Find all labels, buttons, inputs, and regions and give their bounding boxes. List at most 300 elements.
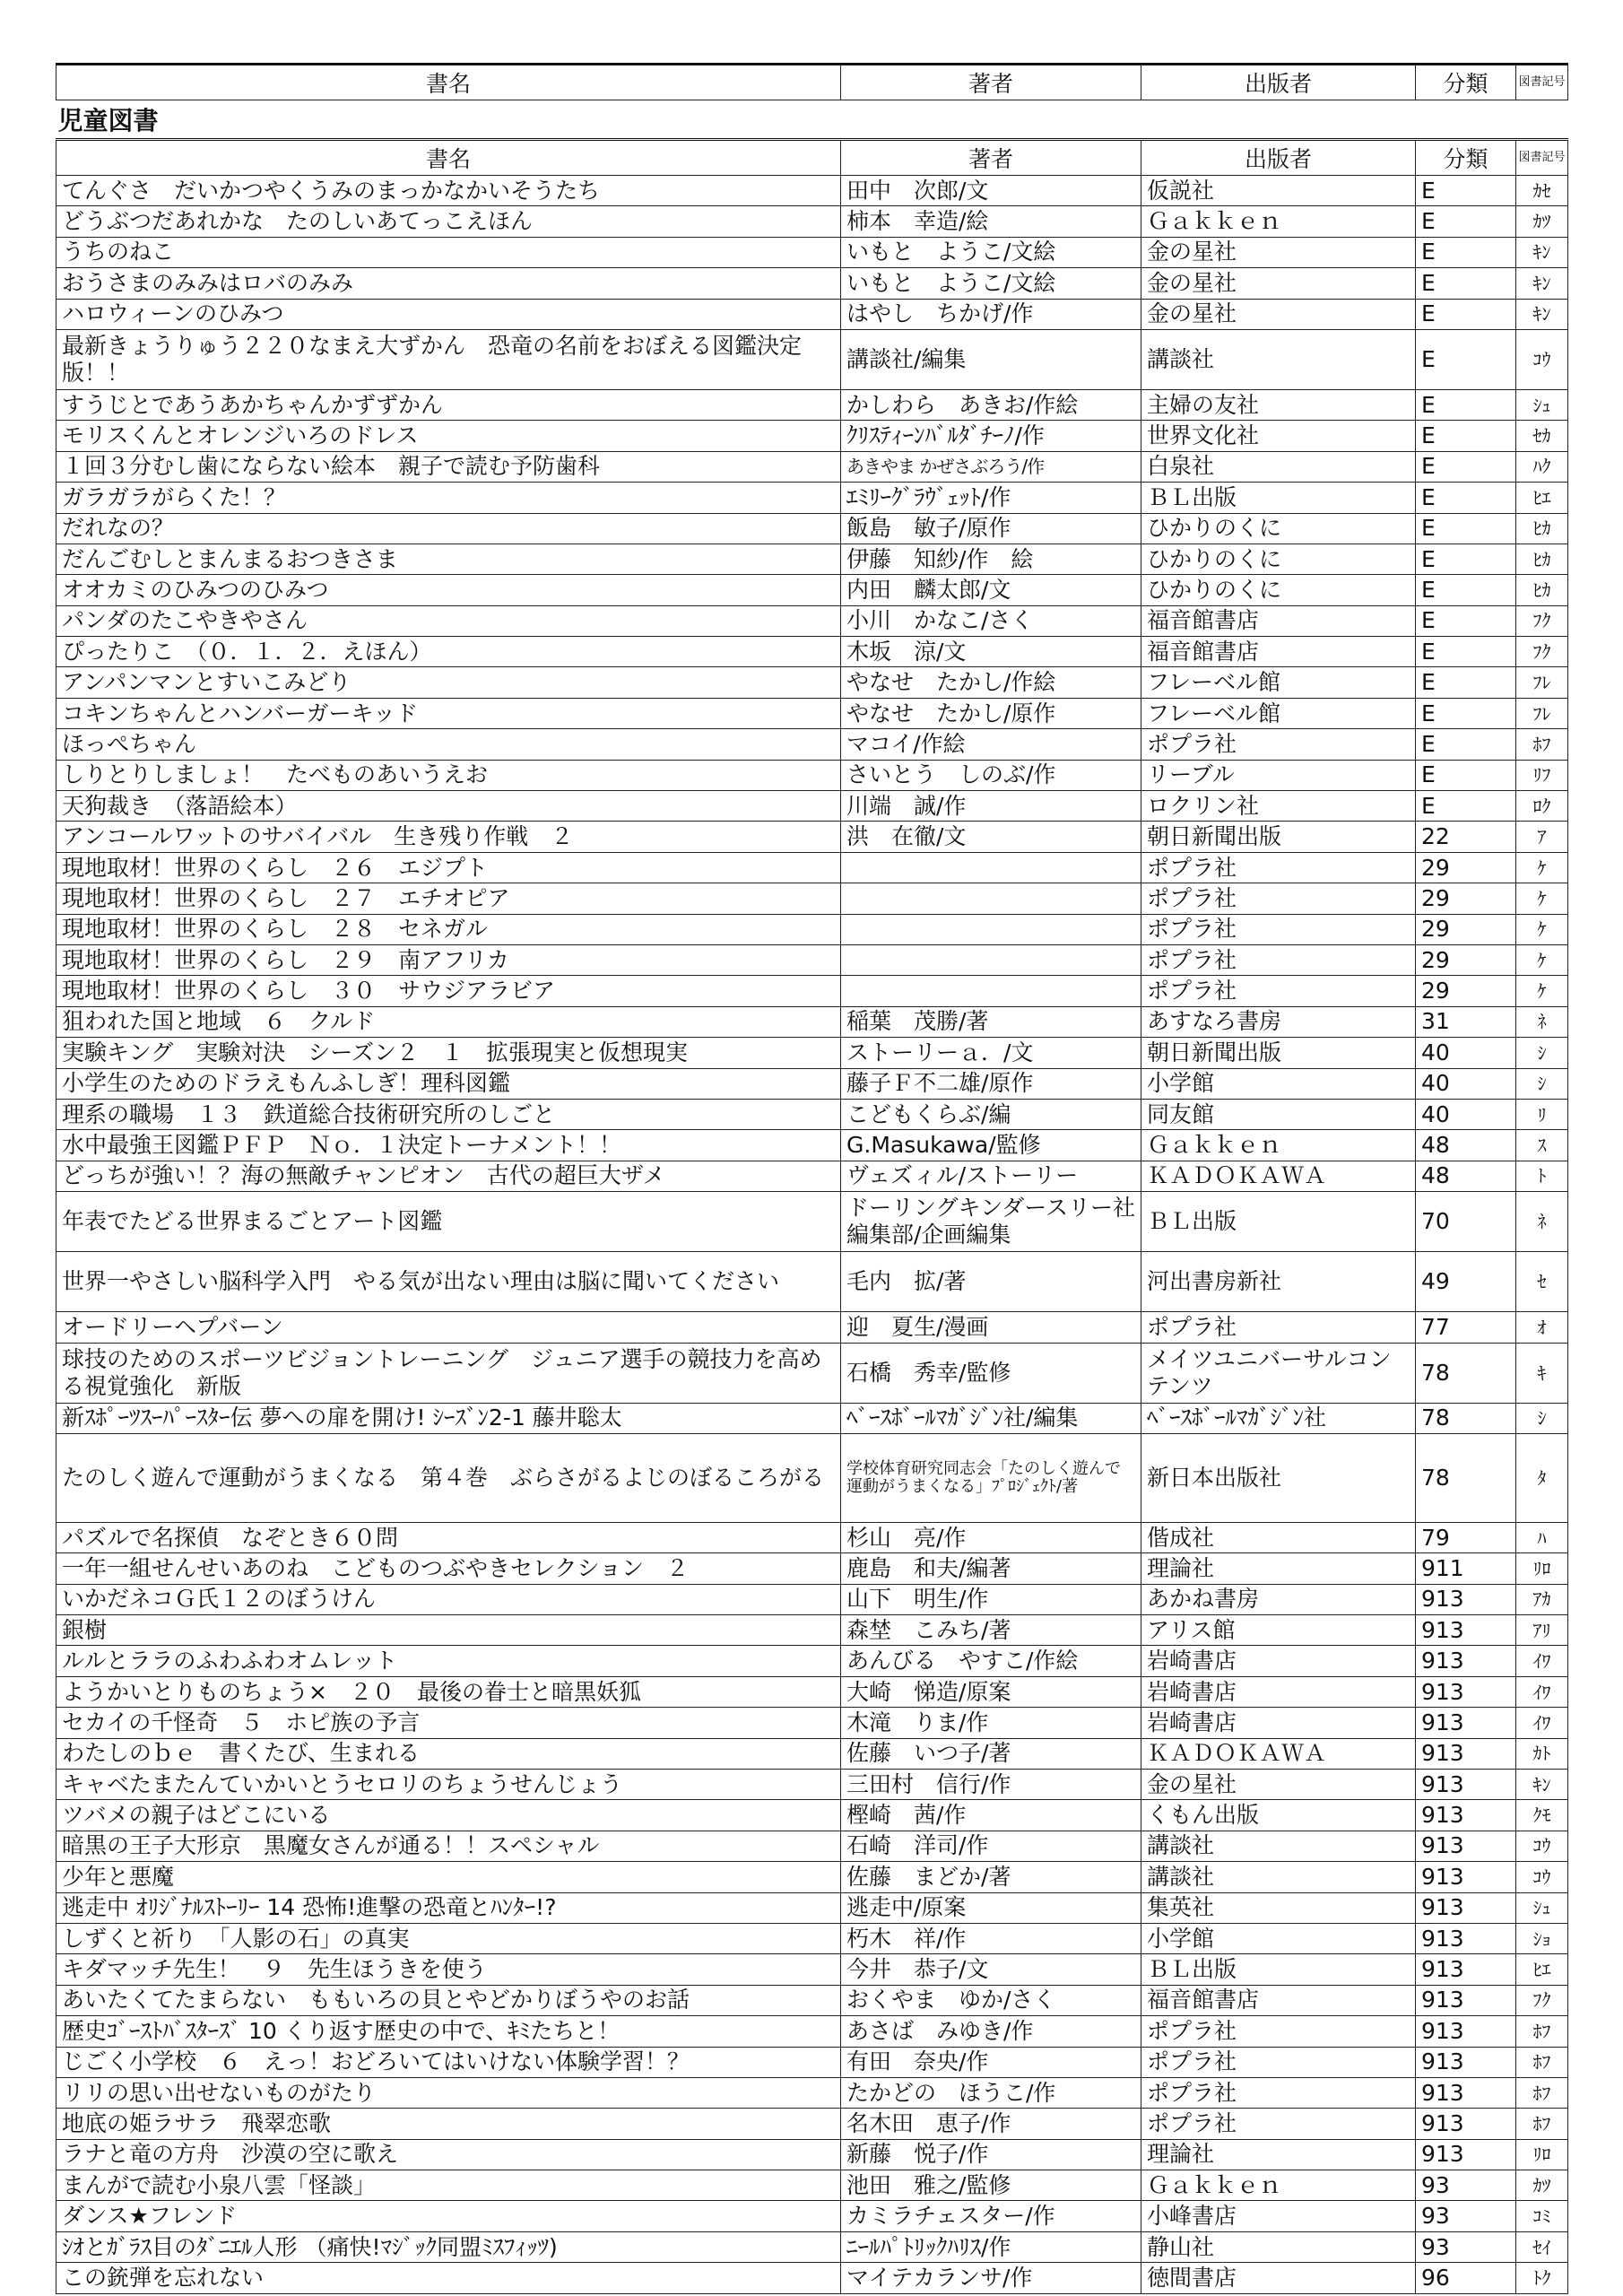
book-symbol: ｼｮ — [1516, 1923, 1568, 1953]
book-category: 913 — [1416, 1646, 1516, 1676]
book-title: 実験キング 実験対決 シーズン２ １ 拡張現実と仮想現実 — [56, 1038, 841, 1068]
book-category: 913 — [1416, 1831, 1516, 1861]
book-title: アンコールワットのサバイバル 生き残り作戦 ２ — [56, 822, 841, 852]
book-title: 天狗裁き （落語絵本） — [56, 791, 841, 822]
book-category: E — [1416, 729, 1516, 760]
table-row — [56, 483, 1568, 513]
book-author: 稲葉 茂勝/著 — [841, 1006, 1141, 1037]
book-publisher: 主婦の友社 — [1141, 389, 1416, 420]
book-symbol: ﾌｸ — [1516, 605, 1568, 636]
book-title: おうさまのみみはロバのみみ — [56, 268, 841, 299]
table-row — [56, 2231, 1568, 2262]
book-category: 29 — [1416, 976, 1516, 1006]
book-symbol: ｷﾝ — [1516, 268, 1568, 299]
table-row — [56, 421, 1568, 451]
book-publisher: ひかりのくに — [1141, 575, 1416, 605]
table-row — [56, 1738, 1568, 1769]
book-symbol: ｶｾ — [1516, 176, 1568, 206]
book-symbol: ﾊｸ — [1516, 451, 1568, 482]
table-row — [56, 176, 1568, 206]
book-title: しりとりしましょ！ たべものあいうえお — [56, 760, 841, 790]
book-publisher: メイツユニバーサルコンテンツ — [1141, 1343, 1416, 1403]
book-category: 913 — [1416, 1615, 1516, 1646]
book-symbol: ｾｶ — [1516, 421, 1568, 451]
book-title: 球技のためのスポーツビジョントレーニング ジュニア選手の競技力を高める視覚強化 新版 — [56, 1343, 841, 1403]
book-symbol: ﾌﾚ — [1516, 667, 1568, 698]
book-symbol: ｷﾝ — [1516, 299, 1568, 329]
table-row — [56, 1522, 1568, 1552]
book-title: ガラガラがらくた！？ — [56, 483, 841, 513]
book-author: 有田 奈央/作 — [841, 2047, 1141, 2077]
book-author: 逃走中/原案 — [841, 1892, 1141, 1923]
table-row — [56, 1770, 1568, 1800]
book-publisher: ポプラ社 — [1141, 1312, 1416, 1343]
book-category: 913 — [1416, 1676, 1516, 1707]
book-publisher: ひかりのくに — [1141, 544, 1416, 574]
book-title: どうぶつだあれかな たのしいあてっこえほん — [56, 206, 841, 237]
table-row — [56, 1646, 1568, 1676]
book-symbol: ﾘﾌ — [1516, 760, 1568, 790]
book-publisher: 講談社 — [1141, 1831, 1416, 1861]
book-title: 銀樹 — [56, 1615, 841, 1646]
book-publisher: ポプラ社 — [1141, 883, 1416, 914]
book-category: 93 — [1416, 2170, 1516, 2201]
book-author: 杉山 亮/作 — [841, 1522, 1141, 1552]
book-symbol: ｶﾂ — [1516, 2170, 1568, 2201]
book-author: いもと ようこ/文絵 — [841, 237, 1141, 267]
book-symbol: ﾈ — [1516, 1192, 1568, 1252]
book-title: 少年と悪魔 — [56, 1862, 841, 1892]
book-title: 年表でたどる世界まるごとアート図鑑 — [56, 1192, 841, 1252]
table-row — [56, 2263, 1568, 2293]
book-title: ラナと竜の方舟 沙漠の空に歌え — [56, 2139, 841, 2170]
book-title: 理系の職場 １３ 鉄道総合技術研究所のしごと — [56, 1099, 841, 1129]
book-title: コキンちゃんとハンバーガーキッド — [56, 698, 841, 728]
table-row — [56, 206, 1568, 237]
book-publisher: ＢＬ出版 — [1141, 483, 1416, 513]
table-row — [56, 2201, 1568, 2231]
book-publisher: 偕成社 — [1141, 1522, 1416, 1552]
book-category: 70 — [1416, 1192, 1516, 1252]
book-category: 40 — [1416, 1099, 1516, 1129]
book-category: 29 — [1416, 883, 1516, 914]
book-category: 29 — [1416, 944, 1516, 975]
book-publisher: フレーベル館 — [1141, 667, 1416, 698]
book-symbol: ｲﾜ — [1516, 1676, 1568, 1707]
book-author: カミラチェスター/作 — [841, 2201, 1141, 2231]
book-category: E — [1416, 605, 1516, 636]
book-symbol: ｶﾂ — [1516, 206, 1568, 237]
book-publisher: ひかりのくに — [1141, 513, 1416, 544]
book-symbol: ﾌｸ — [1516, 637, 1568, 667]
book-author: 学校体育研究同志会「たのしく遊んで運動がうまくなる」ﾌﾟﾛｼﾞｪｸﾄ/著 — [841, 1433, 1141, 1522]
book-title: ようかいとりものちょう× ２０ 最後の眷士と暗黒妖狐 — [56, 1676, 841, 1707]
table-row — [56, 1192, 1568, 1252]
table-row — [56, 944, 1568, 975]
book-author — [841, 914, 1141, 944]
book-title: パズルで名探偵 なぞとき６０問 — [56, 1522, 841, 1552]
table-row — [56, 1006, 1568, 1037]
book-symbol: ｷﾝ — [1516, 237, 1568, 267]
book-publisher: 世界文化社 — [1141, 421, 1416, 451]
book-publisher: リーブル — [1141, 760, 1416, 790]
book-title: てんぐさ だいかつやくうみのまっかなかいそうたち — [56, 176, 841, 206]
book-title: この銃弾を忘れない — [56, 2263, 841, 2293]
table-row — [56, 1553, 1568, 1584]
book-symbol: ｾ — [1516, 1252, 1568, 1312]
book-rows — [56, 176, 1568, 2294]
book-author: 大崎 悌造/原案 — [841, 1676, 1141, 1707]
book-author: 田中 次郎/文 — [841, 176, 1141, 206]
book-title: オードリーヘプバーン — [56, 1312, 841, 1343]
book-category: E — [1416, 544, 1516, 574]
book-author: マイテカランサ/作 — [841, 2263, 1141, 2293]
table-row — [56, 237, 1568, 267]
table-row — [56, 1923, 1568, 1953]
book-category: E — [1416, 329, 1516, 389]
book-symbol: ｾｲ — [1516, 2231, 1568, 2262]
book-publisher: 金の星社 — [1141, 299, 1416, 329]
book-category: 78 — [1416, 1403, 1516, 1433]
header-category: 分類 — [1416, 65, 1516, 100]
book-category: 40 — [1416, 1038, 1516, 1068]
book-category: 96 — [1416, 2263, 1516, 2293]
book-publisher: 小峰書店 — [1141, 2201, 1416, 2231]
book-symbol: ｵ — [1516, 1312, 1568, 1343]
book-publisher: 理論社 — [1141, 2139, 1416, 2170]
book-author: ｸﾘｽﾃｨｰﾝﾊﾞﾙﾀﾞﾁｰﾉ/作 — [841, 421, 1141, 451]
table-row — [56, 1343, 1568, 1403]
book-author: 名木田 恵子/作 — [841, 2109, 1141, 2139]
book-title: 現地取材！世界のくらし ２９ 南アフリカ — [56, 944, 841, 975]
book-author: 今井 恭子/文 — [841, 1954, 1141, 1985]
book-symbol: ｹ — [1516, 944, 1568, 975]
book-symbol: ｽ — [1516, 1130, 1568, 1161]
book-symbol: ﾘﾛ — [1516, 1553, 1568, 1584]
book-category: E — [1416, 206, 1516, 237]
book-publisher: 仮説社 — [1141, 176, 1416, 206]
book-category: 31 — [1416, 1006, 1516, 1037]
book-symbol: ﾌｸ — [1516, 1985, 1568, 2015]
header-symbol: 図書記号 — [1516, 140, 1568, 176]
book-publisher: Ｇａｋｋｅｎ — [1141, 1130, 1416, 1161]
book-author: 柿本 幸造/絵 — [841, 206, 1141, 237]
book-author: あんびる やすこ/作絵 — [841, 1646, 1141, 1676]
book-title: 小学生のためのドラえもんふしぎ！理科図鑑 — [56, 1068, 841, 1099]
header-publisher: 出版者 — [1141, 140, 1416, 176]
book-author: 佐藤 いつ子/著 — [841, 1738, 1141, 1769]
book-author: ﾍﾞｰｽﾎﾞｰﾙﾏｶﾞｼﾞﾝ社/編集 — [841, 1403, 1141, 1433]
book-author: ｴﾐﾘｰｸﾞﾗｳﾞｪｯﾄ/作 — [841, 483, 1141, 513]
book-category: 29 — [1416, 914, 1516, 944]
book-symbol: ﾋｶ — [1516, 513, 1568, 544]
table-row — [56, 822, 1568, 852]
book-author: いもと ようこ/文絵 — [841, 268, 1141, 299]
book-author: 藤子Ｆ不二雄/原作 — [841, 1068, 1141, 1099]
book-publisher: 小学館 — [1141, 1923, 1416, 1953]
section-heading-row — [56, 100, 1568, 140]
book-category: E — [1416, 667, 1516, 698]
book-author: さいとう しのぶ/作 — [841, 760, 1141, 790]
book-author — [841, 976, 1141, 1006]
book-symbol: ｱ — [1516, 822, 1568, 852]
book-publisher: 福音館書店 — [1141, 637, 1416, 667]
table-header-section — [56, 140, 1568, 176]
book-author: G.Masukawa/監修 — [841, 1130, 1141, 1161]
book-category: 913 — [1416, 1954, 1516, 1985]
book-symbol: ｹ — [1516, 976, 1568, 1006]
header-author: 著者 — [841, 140, 1141, 176]
book-category: 40 — [1416, 1068, 1516, 1099]
book-publisher: ﾍﾞｰｽﾎﾞｰﾙﾏｶﾞｼﾞﾝ社 — [1141, 1403, 1416, 1433]
book-symbol: ｼｭ — [1516, 1892, 1568, 1923]
book-symbol: ﾎﾌ — [1516, 729, 1568, 760]
book-author: かしわら あきお/作絵 — [841, 389, 1141, 420]
book-category: 77 — [1416, 1312, 1516, 1343]
table-row — [56, 1800, 1568, 1831]
table-row — [56, 1985, 1568, 2015]
book-symbol: ﾀ — [1516, 1433, 1568, 1522]
book-publisher: Ｇａｋｋｅｎ — [1141, 206, 1416, 237]
book-author: 飯島 敏子/原作 — [841, 513, 1141, 544]
table-row — [56, 1615, 1568, 1646]
book-author: 講談社/編集 — [841, 329, 1141, 389]
book-symbol: ﾎﾌ — [1516, 2109, 1568, 2139]
section-heading: 児童図書 — [56, 100, 1568, 140]
book-publisher: 金の星社 — [1141, 237, 1416, 267]
table-row — [56, 451, 1568, 482]
book-title: 新ｽﾎﾟｰﾂｽｰﾊﾟｰｽﾀｰ伝 夢への扉を開け! ｼｰｽﾞﾝ2-1 藤井聡太 — [56, 1403, 841, 1433]
book-author: 木坂 涼/文 — [841, 637, 1141, 667]
book-category: 913 — [1416, 2016, 1516, 2047]
book-category: E — [1416, 299, 1516, 329]
table-row — [56, 667, 1568, 698]
book-title: キダマッチ先生！ ９ 先生ほうきを使う — [56, 1954, 841, 1985]
header-symbol: 図書記号 — [1516, 65, 1568, 100]
book-publisher: Ｇａｋｋｅｎ — [1141, 2170, 1416, 2201]
book-symbol: ｹ — [1516, 914, 1568, 944]
book-category: 913 — [1416, 1985, 1516, 2015]
table-row — [56, 1584, 1568, 1614]
book-author: ドーリングキンダースリー社編集部/企画編集 — [841, 1192, 1141, 1252]
book-category: 913 — [1416, 1584, 1516, 1614]
book-publisher: 講談社 — [1141, 1862, 1416, 1892]
book-title: まんがで読む小泉八雲「怪談」 — [56, 2170, 841, 2201]
table-header-main — [56, 65, 1568, 100]
book-publisher: ロクリン社 — [1141, 791, 1416, 822]
book-author: やなせ たかし/原作 — [841, 698, 1141, 728]
book-title: ダンス★フレンド — [56, 2201, 841, 2231]
table-row — [56, 1130, 1568, 1161]
book-category: E — [1416, 268, 1516, 299]
book-symbol: ｼ — [1516, 1403, 1568, 1433]
book-symbol: ﾎﾌ — [1516, 2047, 1568, 2077]
table-row — [56, 637, 1568, 667]
book-author: 樫崎 茜/作 — [841, 1800, 1141, 1831]
book-author: 洪 在徹/文 — [841, 822, 1141, 852]
book-publisher: フレーベル館 — [1141, 698, 1416, 728]
table-row — [56, 1708, 1568, 1738]
book-category: 29 — [1416, 852, 1516, 883]
book-publisher: 白泉社 — [1141, 451, 1416, 482]
book-publisher: ＫＡＤＯＫＡＷＡ — [1141, 1738, 1416, 1769]
book-publisher: 岩崎書店 — [1141, 1646, 1416, 1676]
book-author — [841, 852, 1141, 883]
book-category: 913 — [1416, 2047, 1516, 2077]
book-publisher: ポプラ社 — [1141, 2077, 1416, 2108]
book-publisher: くもん出版 — [1141, 1800, 1416, 1831]
book-author: あきやま かぜさぶろう/作 — [841, 451, 1141, 482]
table-row — [56, 1892, 1568, 1923]
book-category: 48 — [1416, 1130, 1516, 1161]
book-author: やなせ たかし/作絵 — [841, 667, 1141, 698]
book-symbol: ｺｳ — [1516, 1862, 1568, 1892]
book-category: 48 — [1416, 1161, 1516, 1191]
table-row — [56, 513, 1568, 544]
book-category: 913 — [1416, 1770, 1516, 1800]
book-category: E — [1416, 791, 1516, 822]
book-title: じごく小学校 ６ えっ！おどろいてはいけない体験学習！？ — [56, 2047, 841, 2077]
book-symbol: ﾋｶ — [1516, 544, 1568, 574]
book-publisher: ポプラ社 — [1141, 729, 1416, 760]
book-symbol: ﾄｸ — [1516, 2263, 1568, 2293]
book-title: うちのねこ — [56, 237, 841, 267]
table-row — [56, 852, 1568, 883]
book-title: アンパンマンとすいこみどり — [56, 667, 841, 698]
book-title: キャベたまたんていかいとうセロリのちょうせんじょう — [56, 1770, 841, 1800]
book-title: パンダのたこやきやさん — [56, 605, 841, 636]
table-row — [56, 1862, 1568, 1892]
book-publisher: 理論社 — [1141, 1553, 1416, 1584]
table-row — [56, 1433, 1568, 1522]
book-category: 78 — [1416, 1433, 1516, 1522]
book-author: はやし ちかげ/作 — [841, 299, 1141, 329]
book-author: マコイ/作絵 — [841, 729, 1141, 760]
book-author: あさば みゆき/作 — [841, 2016, 1141, 2047]
book-category: E — [1416, 176, 1516, 206]
book-publisher: ポプラ社 — [1141, 852, 1416, 883]
book-title: しずくと祈り 「人影の石」の真実 — [56, 1923, 841, 1953]
book-title: オオカミのひみつのひみつ — [56, 575, 841, 605]
table-row — [56, 1038, 1568, 1068]
book-publisher: ＢＬ出版 — [1141, 1954, 1416, 1985]
book-symbol: ﾋｴ — [1516, 483, 1568, 513]
book-symbol: ｼｭ — [1516, 389, 1568, 420]
book-publisher: 朝日新聞出版 — [1141, 822, 1416, 852]
book-author: 伊藤 知紗/作 絵 — [841, 544, 1141, 574]
header-category: 分類 — [1416, 140, 1516, 176]
book-publisher: アリス館 — [1141, 1615, 1416, 1646]
book-publisher: ポプラ社 — [1141, 2047, 1416, 2077]
book-symbol: ﾋｴ — [1516, 1954, 1568, 1985]
book-author: 朽木 祥/作 — [841, 1923, 1141, 1953]
book-author: 三田村 信行/作 — [841, 1770, 1141, 1800]
book-publisher: 金の星社 — [1141, 1770, 1416, 1800]
book-publisher: 静山社 — [1141, 2231, 1416, 2262]
book-title: どっちが強い！？海の無敵チャンピオン 古代の超巨大ザメ — [56, 1161, 841, 1191]
book-category: E — [1416, 451, 1516, 482]
book-symbol: ｼ — [1516, 1068, 1568, 1099]
book-publisher: 講談社 — [1141, 329, 1416, 389]
book-publisher: 集英社 — [1141, 1892, 1416, 1923]
book-publisher: あすなろ書房 — [1141, 1006, 1416, 1037]
book-author — [841, 944, 1141, 975]
book-symbol: ﾌﾚ — [1516, 698, 1568, 728]
table-row — [56, 2109, 1568, 2139]
book-author: 内田 麟太郎/文 — [841, 575, 1141, 605]
table-row — [56, 1831, 1568, 1861]
book-category: E — [1416, 637, 1516, 667]
table-row — [56, 914, 1568, 944]
book-category: E — [1416, 389, 1516, 420]
book-symbol: ﾘ — [1516, 1099, 1568, 1129]
book-category: E — [1416, 760, 1516, 790]
table-row — [56, 2170, 1568, 2201]
header-author: 著者 — [841, 65, 1141, 100]
book-category: 78 — [1416, 1343, 1516, 1403]
book-author — [841, 883, 1141, 914]
book-title: 現地取材！世界のくらし ２６ エジプト — [56, 852, 841, 883]
book-author: おくやま ゆか/さく — [841, 1985, 1141, 2015]
book-title: リリの思い出せないものがたり — [56, 2077, 841, 2108]
book-category: 913 — [1416, 1738, 1516, 1769]
book-author: 森埜 こみち/著 — [841, 1615, 1141, 1646]
table-row — [56, 299, 1568, 329]
book-publisher: ＢＬ出版 — [1141, 1192, 1416, 1252]
book-category: 911 — [1416, 1553, 1516, 1584]
book-category: 913 — [1416, 1708, 1516, 1738]
book-author: ﾆｰﾙﾊﾟﾄﾘｯｸﾊﾘｽ/作 — [841, 2231, 1141, 2262]
book-author: 石橋 秀幸/監修 — [841, 1343, 1141, 1403]
book-publisher: ポプラ社 — [1141, 914, 1416, 944]
book-author: 木滝 りま/作 — [841, 1708, 1141, 1738]
book-title: 現地取材！世界のくらし ２７ エチオピア — [56, 883, 841, 914]
book-publisher: 小学館 — [1141, 1068, 1416, 1099]
book-title: ツバメの親子はどこにいる — [56, 1800, 841, 1831]
book-symbol: ﾎﾌ — [1516, 2016, 1568, 2047]
book-symbol: ｹ — [1516, 883, 1568, 914]
book-publisher: あかね書房 — [1141, 1584, 1416, 1614]
book-publisher: ポプラ社 — [1141, 2016, 1416, 2047]
book-symbol: ｶﾄ — [1516, 1738, 1568, 1769]
book-symbol: ｷ — [1516, 1343, 1568, 1403]
book-publisher: 岩崎書店 — [1141, 1708, 1416, 1738]
book-symbol: ｼ — [1516, 1038, 1568, 1068]
book-author: 池田 雅之/監修 — [841, 2170, 1141, 2201]
book-list-table — [56, 63, 1568, 2294]
book-title: 逃走中 ｵﾘｼﾞﾅﾙｽﾄｰﾘｰ 14 恐怖!進撃の恐竜とﾊﾝﾀｰ!? — [56, 1892, 841, 1923]
book-author: 山下 明生/作 — [841, 1584, 1141, 1614]
table-row — [56, 729, 1568, 760]
book-category: 913 — [1416, 2109, 1516, 2139]
book-publisher: ポプラ社 — [1141, 944, 1416, 975]
book-publisher: 河出書房新社 — [1141, 1252, 1416, 1312]
table-row — [56, 1252, 1568, 1312]
book-title: モリスくんとオレンジいろのドレス — [56, 421, 841, 451]
book-symbol: ｺｳ — [1516, 329, 1568, 389]
book-symbol: ｲﾜ — [1516, 1646, 1568, 1676]
book-publisher: 同友館 — [1141, 1099, 1416, 1129]
book-publisher: 徳間書店 — [1141, 2263, 1416, 2293]
book-title: いかだネコＧ氏１２のぼうけん — [56, 1584, 841, 1614]
book-symbol: ｷﾝ — [1516, 1770, 1568, 1800]
table-row — [56, 760, 1568, 790]
book-title: 地底の姫ラサラ 飛翠恋歌 — [56, 2109, 841, 2139]
book-symbol: ｺﾐ — [1516, 2201, 1568, 2231]
book-author: 毛内 拡/著 — [841, 1252, 1141, 1312]
book-title: セカイの千怪奇 ５ ホピ族の予言 — [56, 1708, 841, 1738]
book-category: 913 — [1416, 1800, 1516, 1831]
